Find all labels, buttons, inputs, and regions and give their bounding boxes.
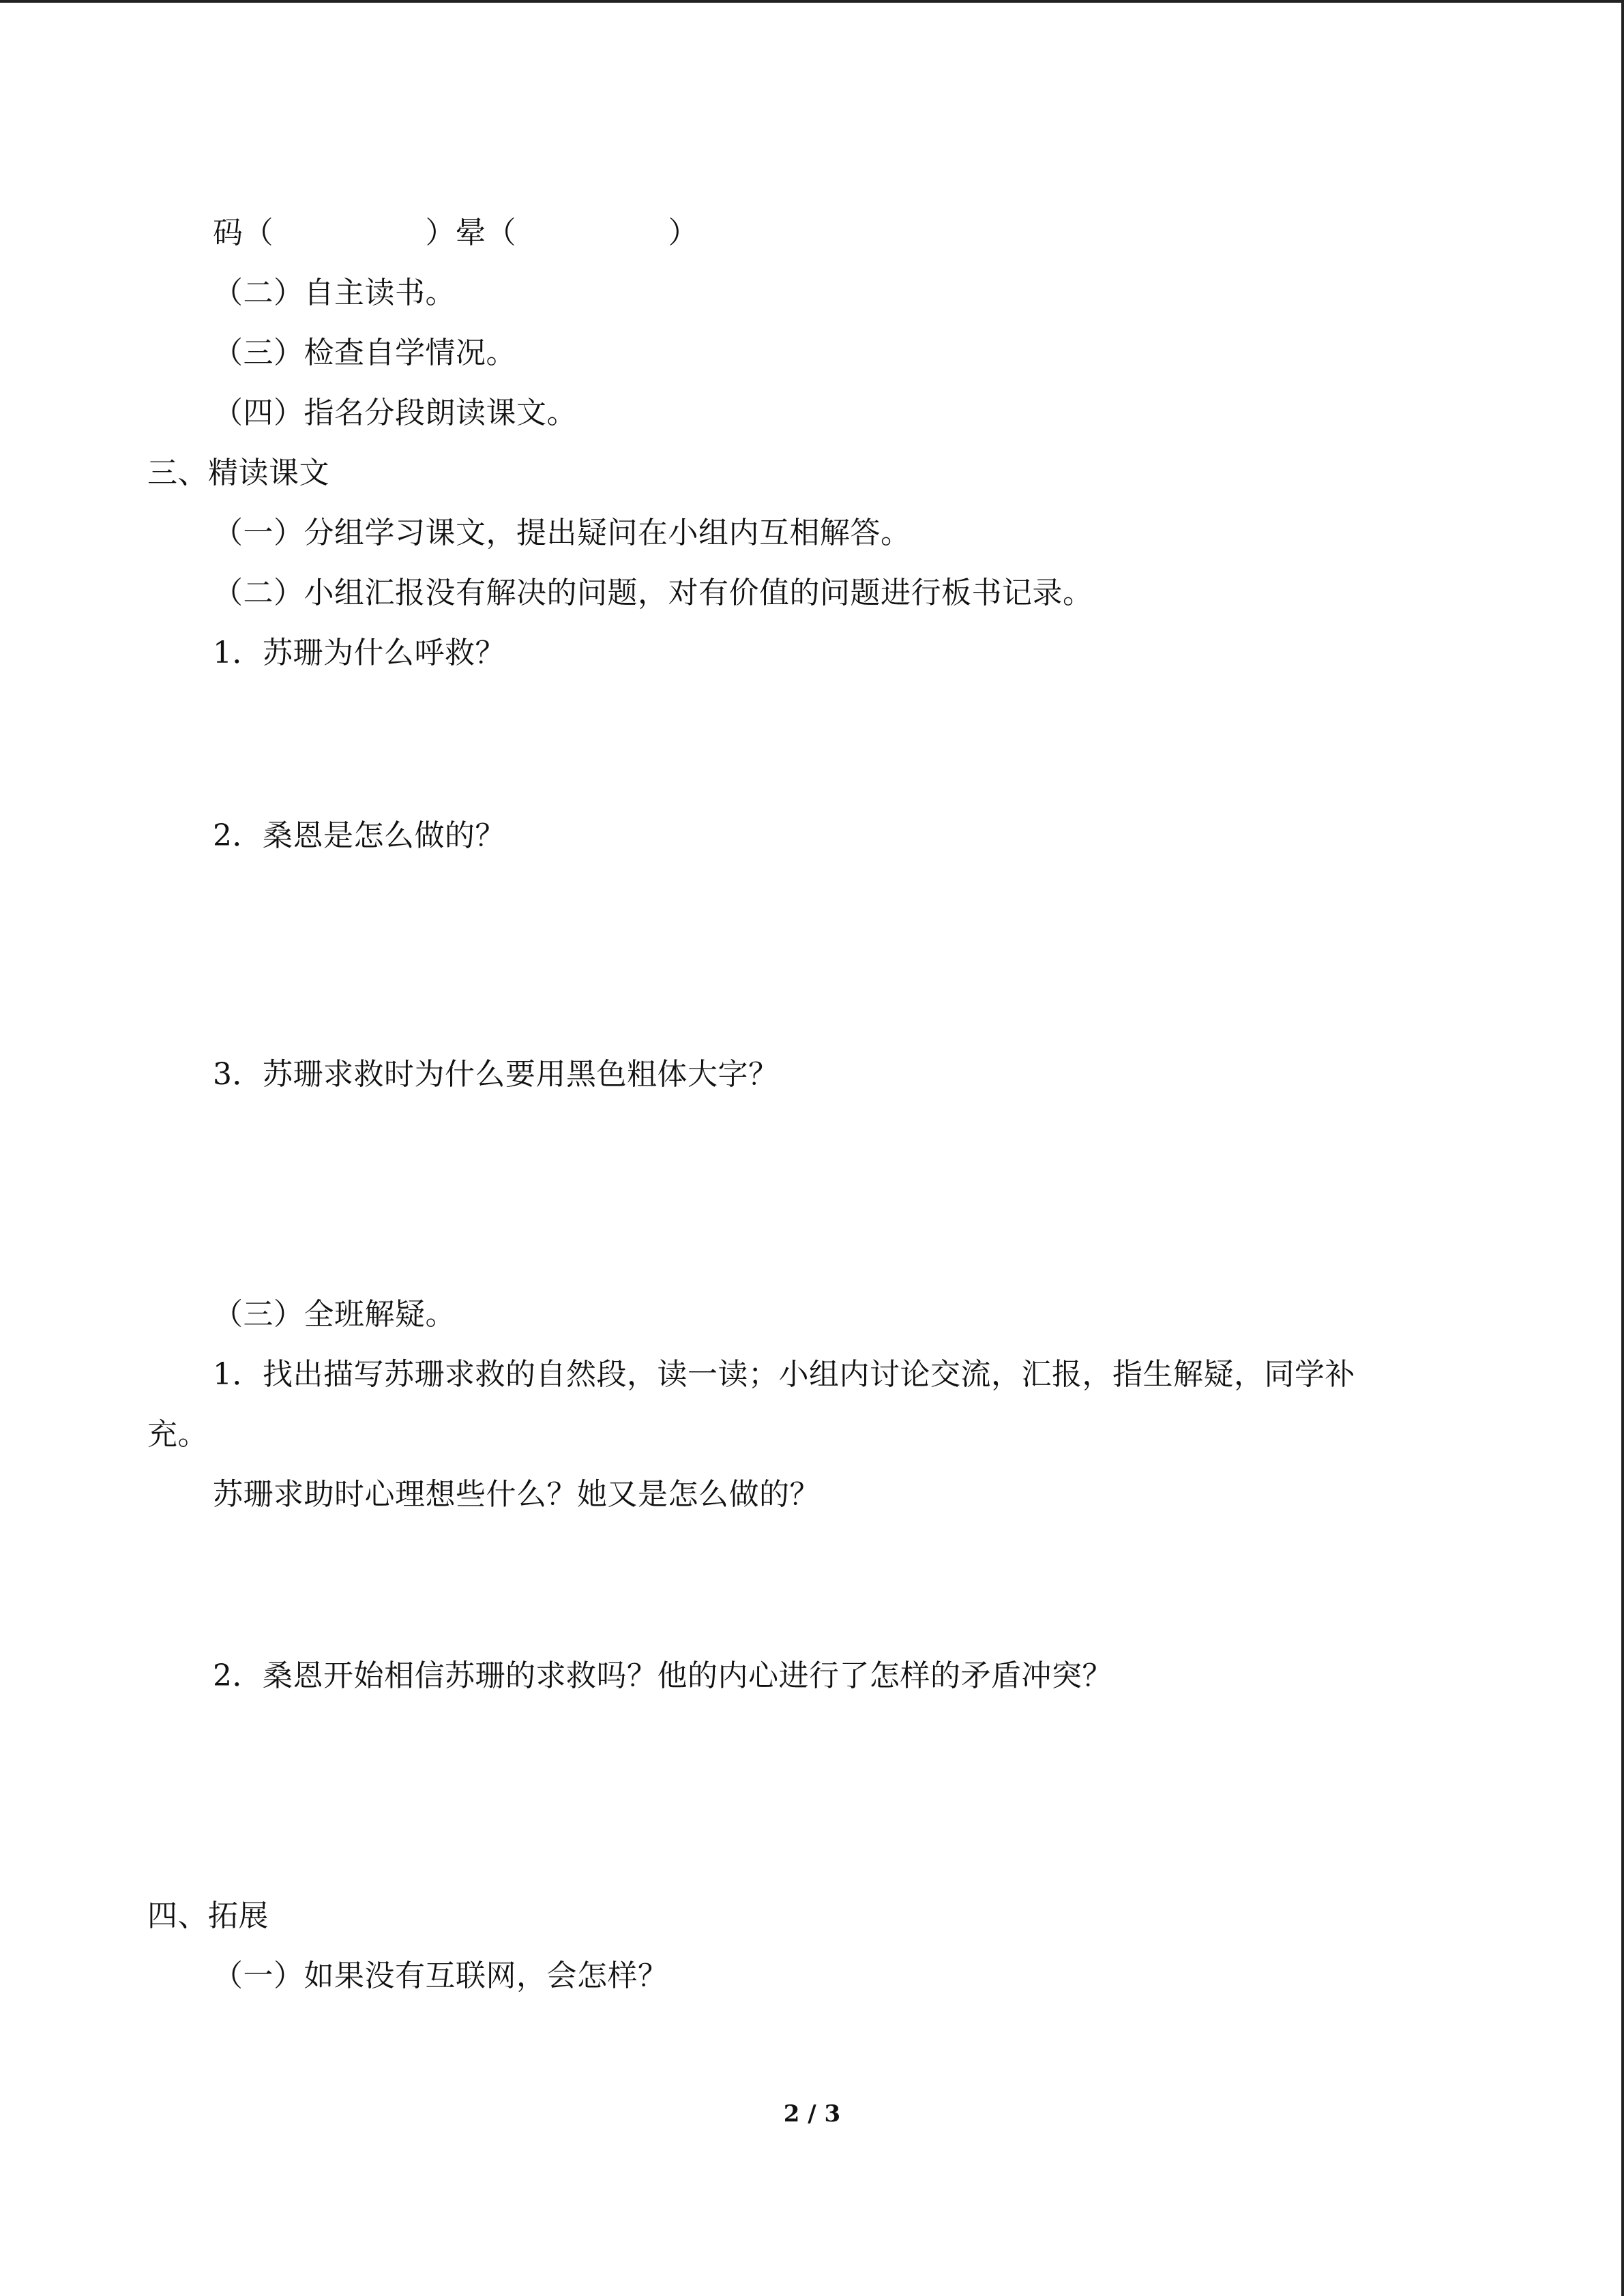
step-group-report: （二）小组汇报没有解决的问题，对有价值的问题进行板书记录。 <box>213 576 1093 610</box>
step-self-reading: （二）自主读书。 <box>213 275 456 310</box>
page-border-top <box>0 0 1624 3</box>
discussion-item-2: 2．桑恩开始相信苏珊的求救吗？他的内心进行了怎样的矛盾冲突？ <box>213 1658 1112 1693</box>
discussion-item-1-continued: 充。 <box>147 1417 208 1452</box>
extension-question-1: （一）如果没有互联网，会怎样？ <box>213 1958 668 1993</box>
page-number: 2 / 3 <box>783 2100 841 2128</box>
step-class-discussion: （三）全班解疑。 <box>213 1297 456 1332</box>
step-check-self-study: （三）检查自学情况。 <box>213 336 516 370</box>
step-group-study: （一）分组学习课文，提出疑问在小组内互相解答。 <box>213 516 911 550</box>
question-2: 2．桑恩是怎么做的？ <box>213 818 505 853</box>
pinyin-blank-line: 码（ ）晕（ ） <box>213 215 698 250</box>
page-border-right <box>1621 0 1624 2296</box>
question-1: 1．苏珊为什么呼救？ <box>213 636 505 670</box>
discussion-question-susan: 苏珊求助时心理想些什么？她又是怎么做的？ <box>213 1477 820 1512</box>
section-heading-extension: 四、拓展 <box>147 1898 269 1933</box>
discussion-item-1: 1．找出描写苏珊求救的自然段，读一读；小组内讨论交流，汇报，指生解疑，同学补 <box>213 1357 1355 1392</box>
question-3: 3．苏珊求救时为什么要用黑色粗体大字？ <box>213 1057 779 1092</box>
step-read-aloud: （四）指名分段朗读课文。 <box>213 396 577 430</box>
section-heading-close-reading: 三、精读课文 <box>147 456 329 490</box>
